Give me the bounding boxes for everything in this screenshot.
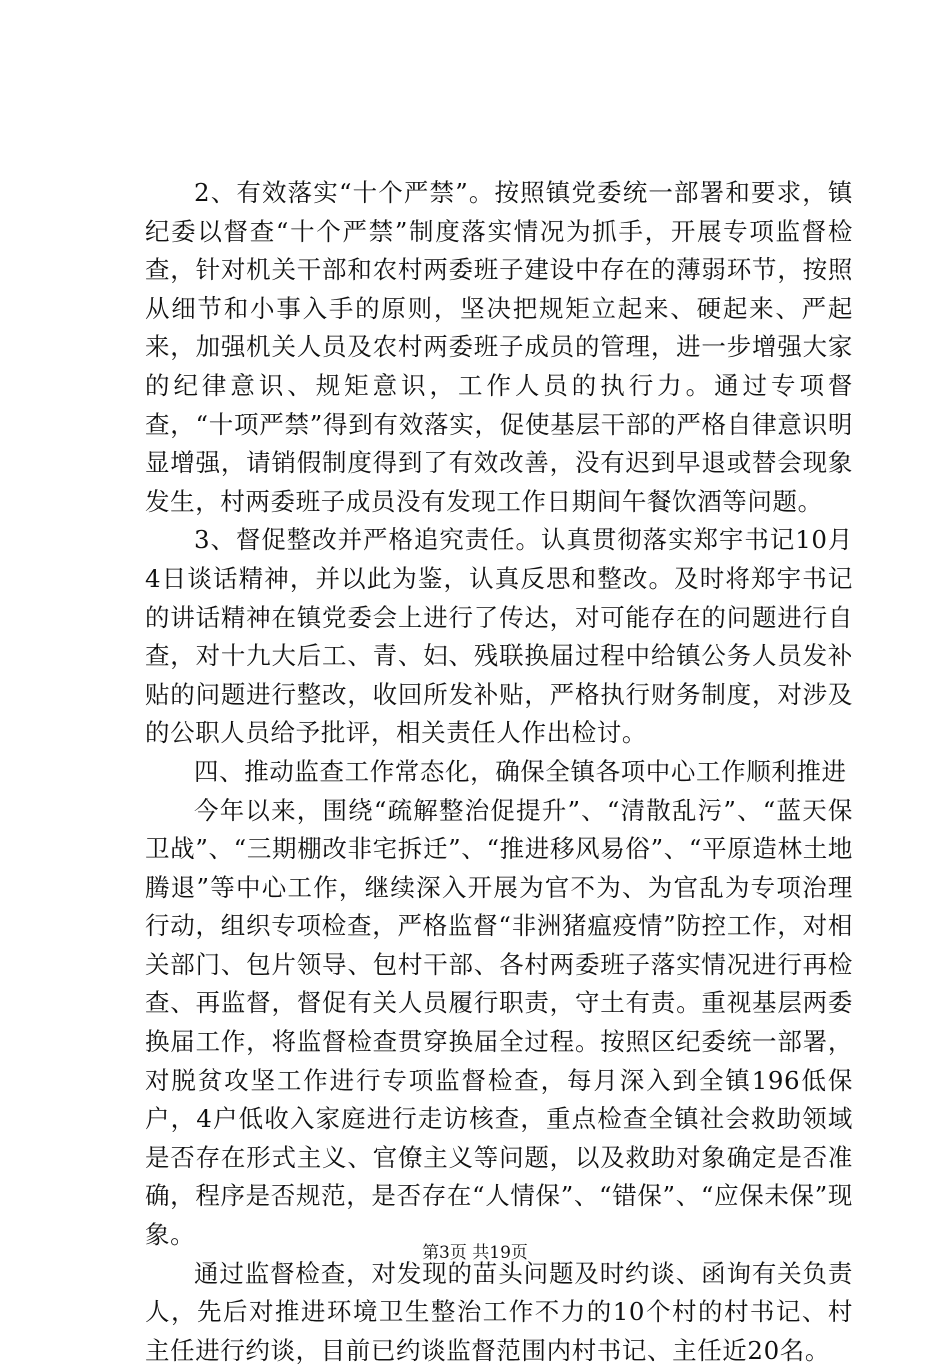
document-body	[145, 174, 853, 1370]
section-heading-four: 四、推动监查工作常态化，确保全镇各项中心工作顺利推进	[194, 756, 847, 786]
paragraph-rectification: 3、督促整改并严格追究责任。认真贯彻落实郑宇书记10月4日谈话精神，并以此为鉴，认真反思和整改。及时将郑宇书记的讲话精神在镇党委会上进行了传达，对可能存在的问题进行自查，对十九大后工、青、妇、残联换届过程中给镇公务人员发补贴的问题进行整改，收回所发补贴，严格执行财务制度，对涉及的公职人员给予批评，相关责任人作出检讨。	[145, 525, 853, 748]
paragraph-ten-prohibitions: 2、有效落实“十个严禁”。按照镇党委统一部署和要求，镇纪委以督查“十个严禁”制度落实情况为抓手，开展专项监督检查，针对机关干部和农村两委班子建设中存在的薄弱环节，按照从细节和小事入手的原则，坚决把规矩立起来、硬起来、严起来，加强机关人员及农村两委班子成员的管理，进一步增强大家的纪律意识、规矩意识，工作人员的执行力。通过专项督查，“十项严禁”得到有效落实，促使基层干部的严格自律意识明显增强，请销假制度得到了有效改善，没有迟到早退或替会现象发生，村两委班子成员没有发现工作日期间午餐饮酒等问题。	[145, 178, 853, 516]
paragraph-supervision-results: 通过监督检查，对发现的苗头问题及时约谈、函询有关负责人，先后对推进环境卫生整治工作不力的10个村的村书记、村主任进行约谈，目前已约谈监督范围内村书记、主任近20名。	[145, 1258, 853, 1365]
page-footer: 第3页 共19页	[422, 1243, 528, 1263]
paragraph-central-work: 今年以来，围绕“疏解整治促提升”、“清散乱污”、“蓝天保卫战”、“三期棚改非宅拆迁”、“推进移风易俗”、“平原造林土地腾退”等中心工作，继续深入开展为官不为、为官乱为专项治理行动，组织专项检查，严格监督“非洲猪瘟疫情”防控工作，对相关部门、包片领导、包村干部、各村两委班子落实情况进行再检查、再监督，督促有关人员履行职责，守土有责。重视基层两委换届工作，将监督检查贯穿换届全过程。按照区纪委统一部署，对脱贫攻坚工作进行专项监督检查，每月深入到全镇196低保户，4户低收入家庭进行走访核查，重点检查全镇社会救助领域是否存在形式主义、官僚主义等问题，以及救助对象确定是否准确，程序是否规范，是否存在“人情保”、“错保”、“应保未保”现象。	[145, 795, 853, 1250]
